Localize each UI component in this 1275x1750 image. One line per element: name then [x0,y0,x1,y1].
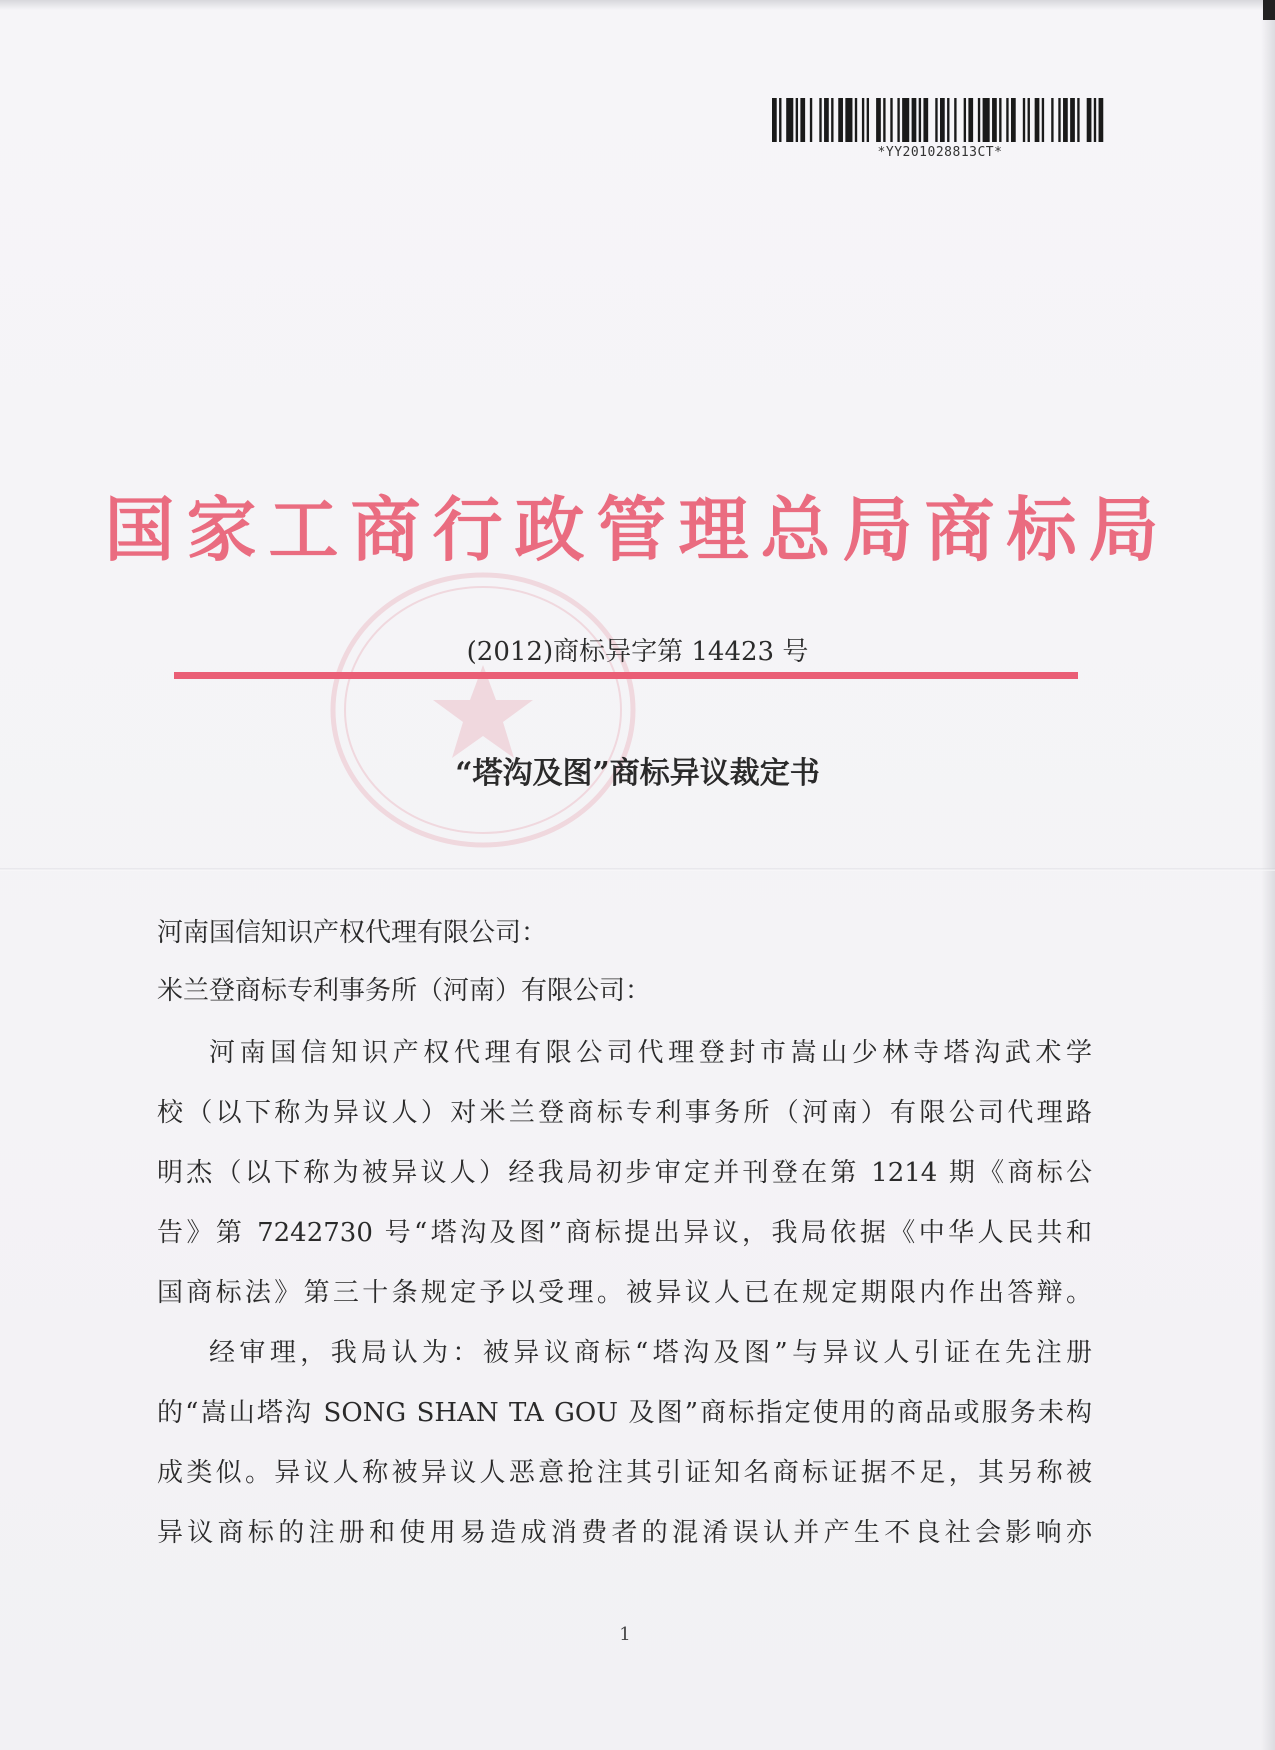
barcode-bar [964,98,966,142]
barcode-bar [1006,98,1008,142]
barcode-bar [786,98,793,142]
barcode-bar [919,98,921,142]
barcode-bar [838,98,843,142]
barcode-bar [796,98,798,142]
barcode-bar [940,98,945,142]
barcode-bar [890,98,892,142]
document-title: “塔沟及图”商标异议裁定书 [455,756,820,791]
scan-top-edge [0,0,1275,10]
barcode-bar [1035,98,1040,142]
addressee-line: 河南国信知识产权代理有限公司： [157,918,548,948]
barcode-text: *YY201028813CT* [877,145,1003,160]
bleed-through-text [820,224,964,259]
body-text-line: 异议商标的注册和使用易造成消费者的混淆误认并产生不良社会影响亦 [157,1518,1092,1548]
body-text-line: 告》第 7242730 号“塔沟及图”商标提出异议，我局依据《中华人民共和 [157,1218,1092,1248]
barcode-bar [1063,98,1068,142]
barcode-bar [902,98,909,142]
barcode-bar [824,98,829,142]
body-text-line: 经审理，我局认为：被异议商标“塔沟及图”与异议人引证在先注册 [209,1338,1092,1368]
barcode-bar [876,98,881,142]
barcode-bar [1058,98,1060,142]
barcode-bar [772,98,777,142]
barcode-bar [935,98,937,142]
barcode-bar [855,98,857,142]
barcode-bar [1087,98,1092,142]
agency-header: 国家工商行政管理总局商标局 [104,488,1171,571]
barcode-bar [912,98,917,142]
barcode-bar [819,98,821,142]
barcode-bar [1077,98,1079,142]
barcode-bar [1028,98,1030,142]
barcode-bar [800,98,805,142]
barcode-bar [999,98,1001,142]
barcode-bar [1099,98,1104,142]
body-text-line: 成类似。异议人称被异议人恶意抢注其引证知名商标证据不足，其另称被 [157,1458,1092,1488]
barcode-bar [1094,98,1096,142]
red-divider-rule [174,672,1078,679]
barcode-bar [1011,98,1016,142]
barcode-bar [1070,98,1075,142]
barcode-bar [1042,98,1044,142]
paper-fold-line [0,868,1275,871]
barcode-bar [810,98,812,142]
body-text-line: 明杰（以下称为被异议人）经我局初步审定并刊登在第 1214 期《商标公 [157,1158,1092,1188]
page-number: 1 [619,1624,631,1645]
barcode-bar [845,98,852,142]
barcode-bar [1023,98,1025,142]
barcode-bar [947,98,949,142]
barcode-bar [923,98,928,142]
scan-corner-mark [1263,0,1275,20]
barcode-bar [897,98,899,142]
barcode-bar [978,98,980,142]
body-text-line: 的“嵩山塔沟 SONG SHAN TA GOU 及图”商标指定使用的商品或服务未构 [157,1398,1092,1428]
barcode-bar [992,98,997,142]
barcode-bar [862,98,864,142]
barcode-bar [983,98,990,142]
official-seal-stamp [318,560,648,860]
document-number: (2012)商标异字第 14423 号 [466,637,809,667]
barcode-bar [954,98,956,142]
barcode-bar [831,98,833,142]
body-text-line: 国商标法》第三十条规定予以受理。被异议人已在规定期限内作出答辩。 [157,1278,1092,1308]
barcode [772,98,1108,142]
barcode-bar [867,98,869,142]
body-text-line: 校（以下称为异议人）对米兰登商标专利事务所（河南）有限公司代理路 [157,1098,1092,1128]
scan-right-edge [1261,0,1275,1750]
barcode-bar [779,98,781,142]
barcode-bar [968,98,973,142]
barcode-bar [1051,98,1053,142]
barcode-bar [883,98,885,142]
addressee-line: 米兰登商标专利事务所（河南）有限公司： [157,976,652,1006]
body-text-line: 河南国信知识产权代理有限公司代理登封市嵩山少林寺塔沟武术学 [209,1038,1092,1068]
